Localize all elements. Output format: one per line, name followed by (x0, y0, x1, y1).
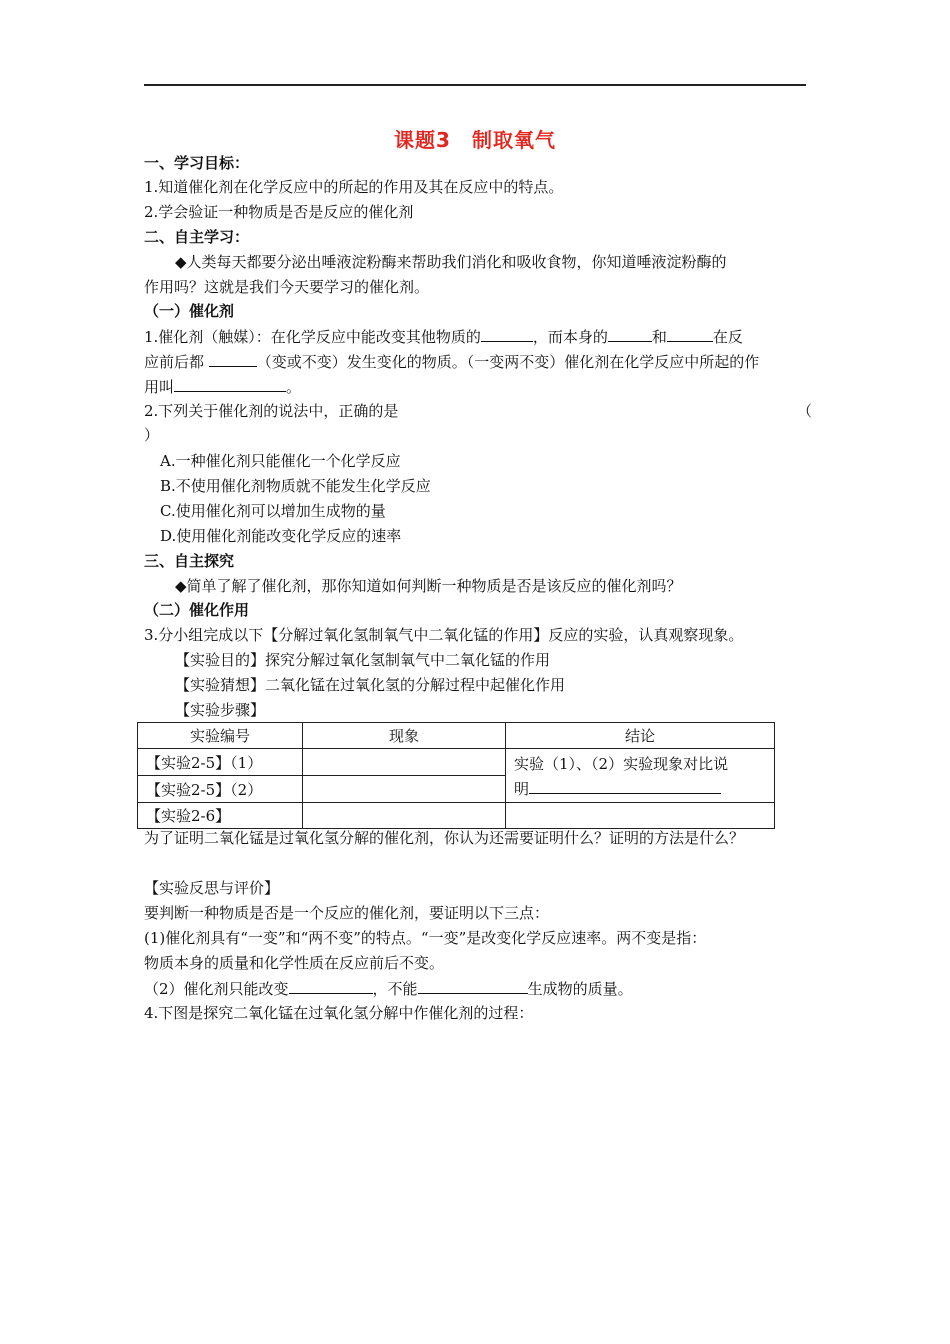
table-row-label: 【实验2-6】 (138, 803, 303, 829)
question-1-line-3: 用叫 。 (144, 378, 302, 396)
answer-bracket-close: ） (144, 426, 160, 444)
goal-item: 1.知道催化剂在化学反应中的所起的作用及其在反应中的特点。 (144, 178, 564, 196)
question-1-line-2: 应前后都 （变或不变）发生变化的物质。（一变两不变）催化剂在化学反应中所起的作 (144, 353, 760, 371)
blank-field[interactable] (608, 326, 652, 342)
blank-field[interactable] (289, 978, 373, 994)
question-1-line-1: 1.催化剂（触媒）：在化学反应中能改变其他物质的 ，而本身的 和 在反 (144, 328, 743, 346)
header-rule (144, 84, 806, 86)
observation-cell[interactable] (303, 803, 506, 829)
answer-bracket-open: （ (797, 402, 813, 420)
follow-up-question: 为了证明二氧化锰是过氧化氢分解的催化剂，你认为还需要证明什么？证明的方法是什么？ (144, 829, 745, 847)
subheading-catalyst: （一）催化剂 (144, 302, 235, 320)
blank-field[interactable] (667, 326, 713, 342)
table-row-label: 【实验2-5】（2） (138, 776, 303, 803)
blank-field[interactable] (174, 376, 286, 392)
subheading-catalysis: （二）催化作用 (144, 601, 250, 619)
observation-cell[interactable] (303, 749, 506, 776)
section-heading-explore: 三、自主探究 (144, 552, 235, 570)
option-d: D.使用催化剂能改变化学反应的速率 (160, 527, 402, 545)
blank-field[interactable] (529, 778, 721, 794)
observation-cell[interactable] (303, 776, 506, 803)
reflection-text: 物质本身的质量和化学性质在反应前后不变。 (144, 954, 445, 972)
experiment-table (137, 722, 775, 829)
option-c: C.使用催化剂可以增加生成物的量 (160, 502, 386, 520)
question-2: 2.下列关于催化剂的说法中，正确的是 (144, 402, 399, 420)
reflection-text: (1)催化剂具有“一变”和“两不变”的特点。“一变”是改变化学反应速率。两不变是指： (144, 929, 707, 947)
option-a: A.一种催化剂只能催化一个化学反应 (160, 452, 401, 470)
table-row-label: 【实验2-5】（1） (138, 749, 303, 776)
blank-field[interactable] (481, 326, 533, 342)
reflection-heading: 【实验反思与评价】 (144, 879, 280, 897)
intro-text: 作用吗？这就是我们今天要学习的催化剂。 (144, 278, 430, 296)
intro-text: ◆人类每天都要分泌出唾液淀粉酶来帮助我们消化和吸收食物，你知道唾液淀粉酶的 (175, 253, 727, 271)
reflection-blank-line: （2）催化剂只能改变 ，不能 生成物的质量。 (144, 980, 633, 998)
experiment-steps-label: 【实验步骤】 (175, 701, 266, 719)
table-header: 现象 (303, 723, 506, 749)
section-heading-self-study: 二、自主学习： (144, 228, 250, 246)
table-header: 结论 (506, 723, 775, 749)
blank-field[interactable] (418, 978, 528, 994)
goal-item: 2.学会验证一种物质是否是反应的催化剂 (144, 203, 414, 221)
question-4: 4.下图是探究二氧化锰在过氧化氢分解中作催化剂的过程： (144, 1004, 534, 1022)
blank-field[interactable] (209, 351, 257, 367)
table-header: 实验编号 (138, 723, 303, 749)
intro-text: ◆简单了解了催化剂，那你知道如何判断一种物质是否是该反应的催化剂吗？ (175, 577, 682, 595)
question-3: 3.分小组完成以下【分解过氧化氢制氧气中二氧化锰的作用】反应的实验，认真观察现象。 (144, 626, 744, 644)
reflection-text: 要判断一种物质是否是一个反应的催化剂，要证明以下三点： (144, 904, 550, 922)
experiment-hypothesis: 【实验猜想】二氧化锰在过氧化氢的分解过程中起催化作用 (175, 676, 566, 694)
conclusion-cell[interactable] (506, 803, 775, 829)
experiment-purpose: 【实验目的】探究分解过氧化氢制氧气中二氧化锰的作用 (175, 651, 551, 669)
section-heading-goals: 一、学习目标： (144, 154, 250, 172)
conclusion-cell: 实验（1）、（2）实验现象对比说 明 (506, 749, 775, 803)
page-title: 课题3 制取氧气 (394, 128, 556, 152)
option-b: B.不使用催化剂物质就不能发生化学反应 (160, 477, 431, 495)
